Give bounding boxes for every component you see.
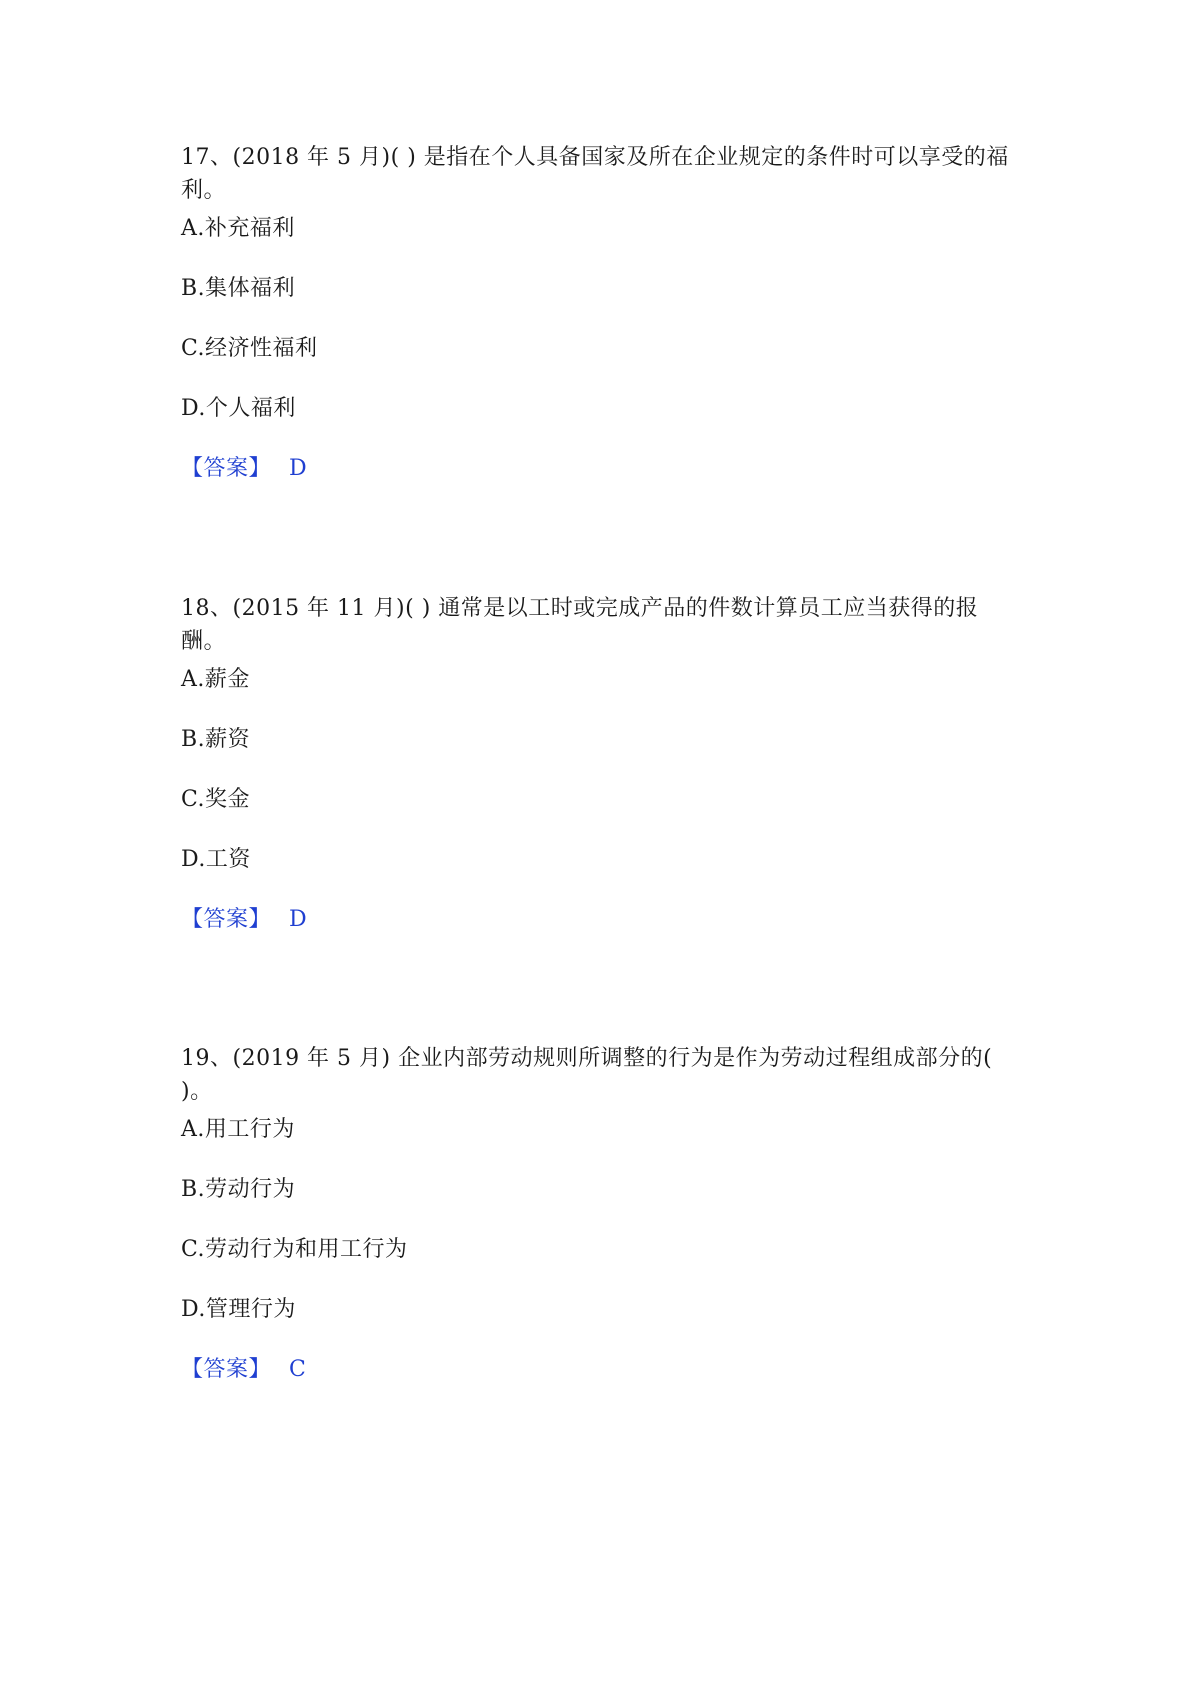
answer	[181, 454, 307, 484]
option-c: C.劳动行为和用工行为	[181, 1237, 408, 1262]
option-b: B.薪资	[181, 727, 251, 752]
answer-label: 【答案】	[181, 907, 272, 932]
question-stem: 17、(2018 年 5 月)( ) 是指在个人具备国家及所在企业规定的条件时可以享受的福利。	[181, 145, 1009, 203]
option-d: D.工资	[181, 847, 251, 872]
option-a: A.补充福利	[181, 216, 295, 241]
answer-value: C	[289, 1357, 307, 1382]
answer	[181, 1355, 306, 1385]
answer-value: D	[289, 456, 308, 481]
option-d: D.个人福利	[181, 396, 296, 421]
question-stem: 19、(2019 年 5 月) 企业内部劳动规则所调整的行为是作为劳动过程组成部分的( )。	[181, 1046, 993, 1104]
option-c: C.奖金	[181, 787, 251, 812]
option-d: D.管理行为	[181, 1297, 296, 1322]
option-b: B.劳动行为	[181, 1177, 296, 1202]
question-18	[181, 592, 1011, 932]
option-c: C.经济性福利	[181, 336, 318, 361]
question-stem: 18、(2015 年 11 月)( ) 通常是以工时或完成产品的件数计算员工应当获得的报酬。	[181, 596, 979, 654]
option-a: A.用工行为	[181, 1117, 295, 1142]
question-19	[181, 1042, 1011, 1382]
answer-label: 【答案】	[181, 1357, 272, 1382]
answer-label: 【答案】	[181, 456, 272, 481]
option-a: A.薪金	[181, 667, 250, 692]
answer	[181, 905, 307, 935]
question-17	[181, 141, 1011, 481]
answer-value: D	[289, 907, 308, 932]
option-b: B.集体福利	[181, 276, 296, 301]
